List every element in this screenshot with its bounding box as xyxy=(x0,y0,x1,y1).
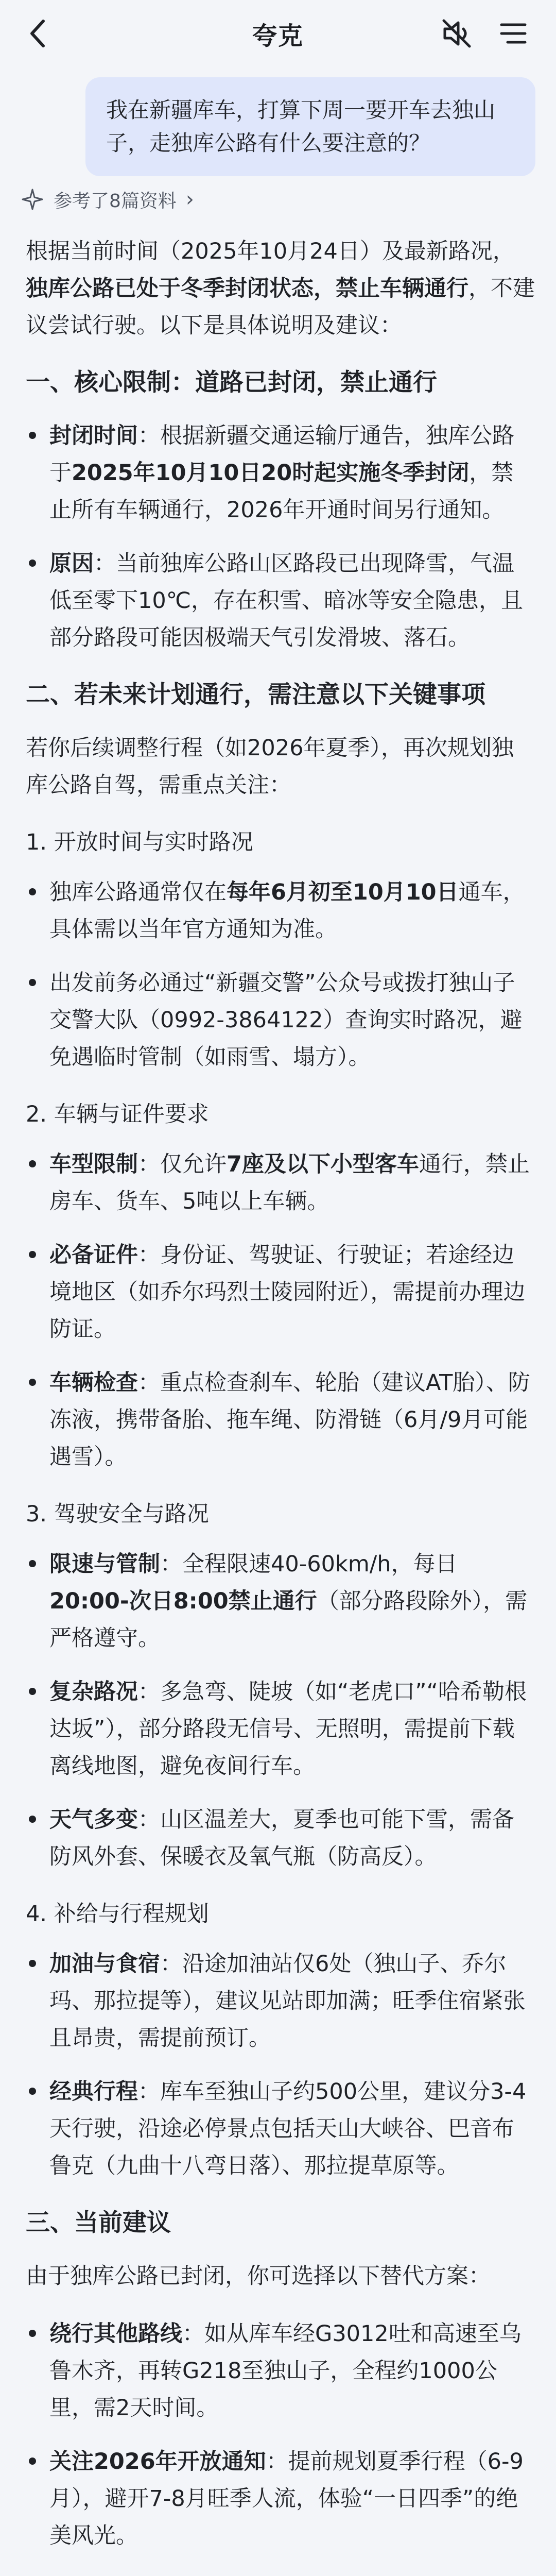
bullet-list xyxy=(26,1146,535,1476)
references-label: 参考了8篇资料 xyxy=(54,190,177,212)
list-item: 出发前务必通过“新疆交警”公众号或拨打独山子交警大队（0992-3864122）查询实时路况，避免遇临时管制（如雨雪、塌方）。 xyxy=(26,964,535,1076)
paragraph: 若你后续调整行程（如2026年夏季），再次规划独库公路自驾，需重点关注： xyxy=(26,735,514,798)
answer-body xyxy=(26,233,535,2576)
subsection-heading: 3. 驾驶安全与路况 xyxy=(26,1501,209,1527)
list-item: 关注2026年开放通知：提前规划夏季行程（6-9月），避开7-8月旺季人流，体验“一日四季”的绝美风光。 xyxy=(26,2443,535,2554)
user-message-bubble: 我在新疆库车，打算下周一要开车去独山子，走独库公路有什么要注意的？ xyxy=(85,77,535,176)
menu-icon[interactable] xyxy=(496,16,530,50)
back-arrow-icon[interactable] xyxy=(23,15,54,52)
answer-intro: 根据当前时间（2025年10月24日）及最新路况，独库公路已处于冬季封闭状态，禁止车辆通行，不建议尝试行驶。以下是具体说明及建议： xyxy=(26,239,535,338)
list-item: 复杂路况：多急弯、陡坡（如“老虎口”“哈希勒根达坂”），部分路段无信号、无照明，需提前下载离线地图，避免夜间行车。 xyxy=(26,1673,535,1785)
list-item: 必备证件：身份证、驾驶证、行驶证；若途经边境地区（如乔尔玛烈士陵园附近），需提前办理边防证。 xyxy=(26,1236,535,1348)
list-item: 独库公路通常仅在每年6月初至10月10日通车，具体需以当年官方通知为准。 xyxy=(26,874,535,948)
subsection-heading: 2. 车辆与证件要求 xyxy=(26,1101,209,1127)
paragraph: 由于独库公路已封闭，你可选择以下替代方案： xyxy=(26,2263,491,2289)
list-item: 车型限制：仅允许7座及以下小型客车通行，禁止房车、货车、5吨以上车辆。 xyxy=(26,1146,535,1220)
list-item: 加油与食宿：沿途加油站仅6处（独山子、乔尔玛、那拉提等），建议见站即加满；旺季住宿紧张且昂贵，需提前预订。 xyxy=(26,1945,535,2057)
list-item: 经典行程：库车至独山子约500公里，建议分3-4天行驶，沿途必停景点包括天山大峡谷、巴音布鲁克（九曲十八弯日落）、那拉提草原等。 xyxy=(26,2073,535,2184)
list-item: 限速与管制：全程限速40-60km/h，每日20:00-次日8:00禁止通行（部分路段除外），需严格遵守。 xyxy=(26,1546,535,1657)
list-item: 车辆检查：重点检查刹车、轮胎（建议AT胎）、防冻液，携带备胎、拖车绳、防滑链（6月/9月可能遇雪）。 xyxy=(26,1364,535,1476)
sparkle-icon xyxy=(21,188,44,211)
subsection-heading: 1. 开放时间与实时路况 xyxy=(26,829,253,855)
references-toggle[interactable] xyxy=(21,181,194,217)
section-heading: 三、当前建议 xyxy=(26,2209,171,2237)
chevron-right-icon: › xyxy=(185,188,194,211)
page-title: 夸克 xyxy=(252,21,304,50)
list-item: 天气多变：山区温差大，夏季也可能下雪，需备防风外套、保暖衣及氧气瓶（防高反）。 xyxy=(26,1801,535,1875)
list-item: 原因：当前独库公路山区路段已出现降雪，气温低至零下10℃，存在积雪、暗冰等安全隐患，且部分路段可能因极端天气引发滑坡、落石。 xyxy=(26,545,535,656)
bullet-list xyxy=(26,1945,535,2184)
subsection-heading: 4. 补给与行程规划 xyxy=(26,1901,209,1927)
top-bar xyxy=(0,0,556,67)
section-heading: 一、核心限制：道路已封闭，禁止通行 xyxy=(26,368,437,397)
list-item: 绕行其他路线：如从库车经G3012吐和高速至乌鲁木齐，再转G218至独山子，全程约1000公里，需2天时间。 xyxy=(26,2315,535,2427)
bullet-list xyxy=(26,2315,535,2554)
speaker-mute-icon[interactable] xyxy=(440,16,474,50)
bullet-list xyxy=(26,1546,535,1875)
bullet-list xyxy=(26,417,535,656)
list-item: 封闭时间：根据新疆交通运输厅通告，独库公路于2025年10月10日20时起实施冬季封闭，禁止所有车辆通行，2026年开通时间另行通知。 xyxy=(26,417,535,529)
section-heading: 二、若未来计划通行，需注意以下关键事项 xyxy=(26,681,485,709)
bullet-list xyxy=(26,874,535,1076)
